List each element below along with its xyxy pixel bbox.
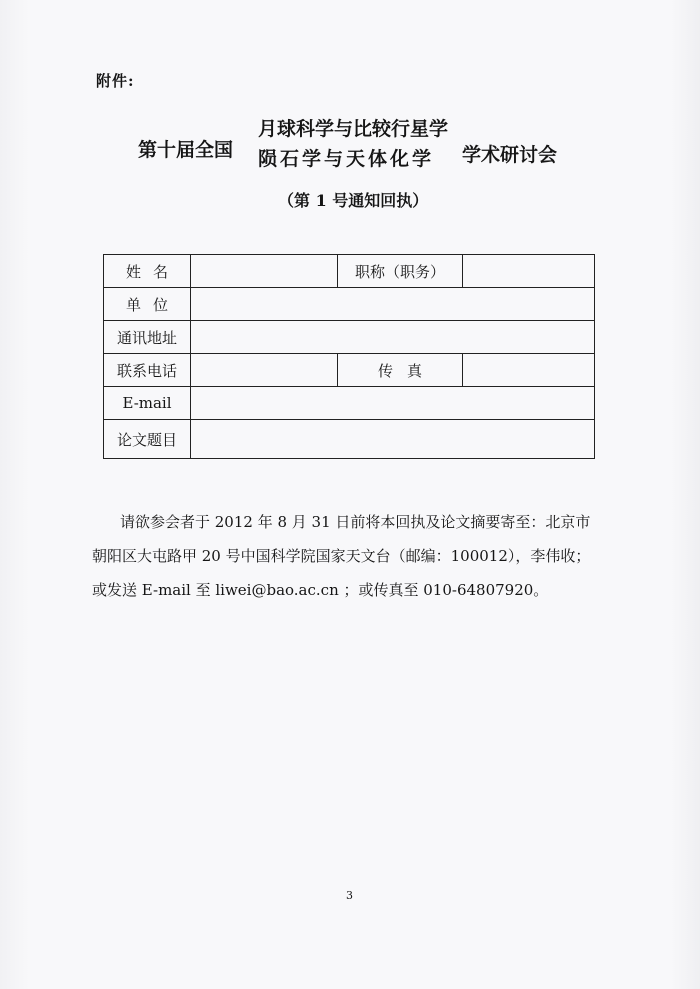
title-left: 第十届全国 <box>138 139 234 161</box>
paper-title-label: 论文题目 <box>116 430 177 449</box>
form-row-paper <box>104 420 595 459</box>
unit-label-cell <box>104 288 191 321</box>
instructions-line-1: 请欲参会者于 2012 年 8 月 31 日前将本回执及论文摘要寄至：北京市 <box>120 513 591 531</box>
instructions-line-2: 朝阳区大屯路甲 20 号中国科学院国家天文台（邮编：100012），李伟收； <box>92 547 591 565</box>
phone-label: 联系电话 <box>116 361 177 380</box>
instructions-paragraph <box>92 505 622 607</box>
email-field[interactable] <box>191 387 595 420</box>
fax-label-cell <box>338 354 463 387</box>
address-label: 通讯地址 <box>116 328 177 347</box>
attachment-label: 附件: <box>96 72 135 90</box>
job-title-label: 职称（职务） <box>354 262 445 281</box>
form-row-name <box>104 255 595 288</box>
job-title-label-cell <box>338 255 463 288</box>
email-label: E-mail <box>122 394 172 412</box>
title-right: 学术研讨会 <box>462 144 558 166</box>
address-field[interactable] <box>191 321 595 354</box>
subtitle: （第 1 号通知回执） <box>278 191 429 210</box>
form-row-address <box>104 321 595 354</box>
paper-label-cell <box>104 420 191 459</box>
job-title-field[interactable] <box>463 255 595 288</box>
fax-field[interactable] <box>463 354 595 387</box>
address-label-cell <box>104 321 191 354</box>
fax-label: 传真 <box>377 361 436 380</box>
form-row-unit <box>104 288 595 321</box>
page-number: 3 <box>346 889 353 902</box>
paper-title-field[interactable] <box>191 420 595 459</box>
instructions-line-3: 或发送 E-mail 至 liwei@bao.ac.cn ；或传真至 010-64807920。 <box>92 581 549 599</box>
name-label-cell <box>104 255 191 288</box>
reply-form-table <box>103 254 595 459</box>
form-row-phone <box>104 354 595 387</box>
email-label-cell <box>104 387 191 420</box>
unit-label: 单位 <box>125 295 180 314</box>
phone-label-cell <box>104 354 191 387</box>
name-label: 姓名 <box>125 262 180 281</box>
form-row-email <box>104 387 595 420</box>
unit-field[interactable] <box>191 288 595 321</box>
name-field[interactable] <box>191 255 338 288</box>
title-middle-line2: 陨石学与天体化学 <box>258 148 435 170</box>
title-middle-line1: 月球科学与比较行星学 <box>258 118 449 140</box>
phone-field[interactable] <box>191 354 338 387</box>
